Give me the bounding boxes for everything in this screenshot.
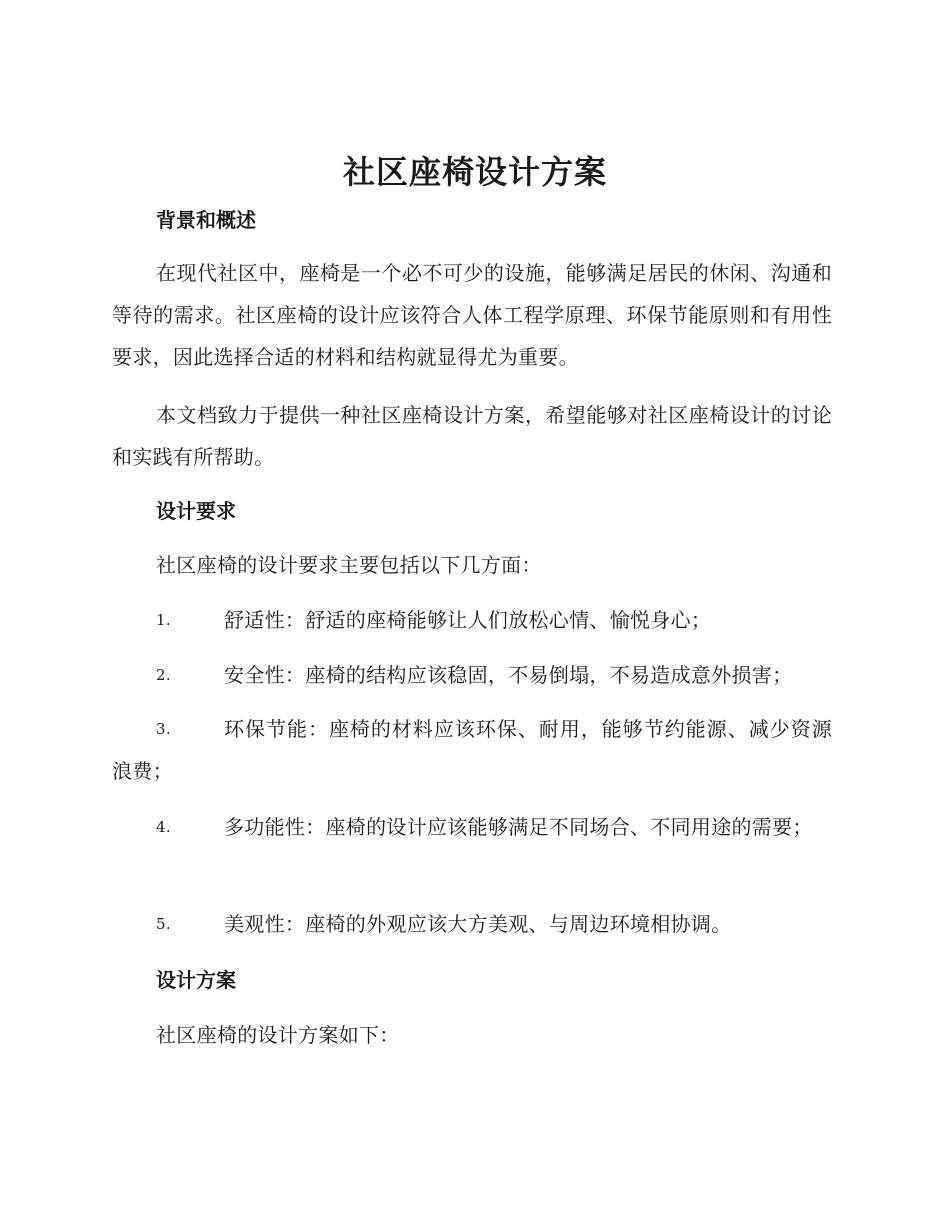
list-item-text: 多功能性：座椅的设计应该能够满足不同场合、不同用途的需要； (224, 815, 813, 839)
list-item-number: 3. (156, 720, 171, 738)
list-item-number: 4. (156, 818, 171, 836)
list-item-text: 环保节能：座椅的材料应该环保、耐用，能够节约能源、减少资源浪费； (112, 717, 832, 783)
list-item (112, 903, 832, 945)
section-heading-plan: 设计方案 (156, 968, 236, 992)
paragraph-requirements-intro: 社区座椅的设计要求主要包括以下几方面： (156, 553, 542, 577)
document-title: 社区座椅设计方案 (342, 153, 607, 191)
section-heading-background: 背景和概述 (156, 208, 256, 232)
list-item-number: 1. (156, 611, 171, 629)
list-item-text: 舒适性：舒适的座椅能够让人们放松心情、愉悦身心； (224, 608, 712, 632)
list-item-number: 5. (156, 915, 171, 933)
paragraph-plan-intro: 社区座椅的设计方案如下： (156, 1023, 400, 1047)
list-item (112, 708, 832, 792)
list-item (112, 654, 832, 696)
list-item-number: 2. (156, 666, 171, 684)
list-item (112, 599, 832, 641)
list-item (112, 806, 832, 848)
list-item-text: 美观性：座椅的外观应该大方美观、与周边环境相协调。 (224, 912, 732, 936)
paragraph-background-2: 本文档致力于提供一种社区座椅设计方案，希望能够对社区座椅设计的讨论和实践有所帮助。 (112, 403, 832, 469)
list-item-text: 安全性：座椅的结构应该稳固，不易倒塌，不易造成意外损害； (224, 663, 793, 687)
section-heading-requirements: 设计要求 (156, 499, 236, 523)
paragraph-background-1: 在现代社区中，座椅是一个必不可少的设施，能够满足居民的休闲、沟通和等待的需求。社区座椅的设计应该符合人体工程学原理、环保节能原则和有用性要求，因此选择合适的材料和结构就显得尤为重要。 (112, 261, 832, 369)
